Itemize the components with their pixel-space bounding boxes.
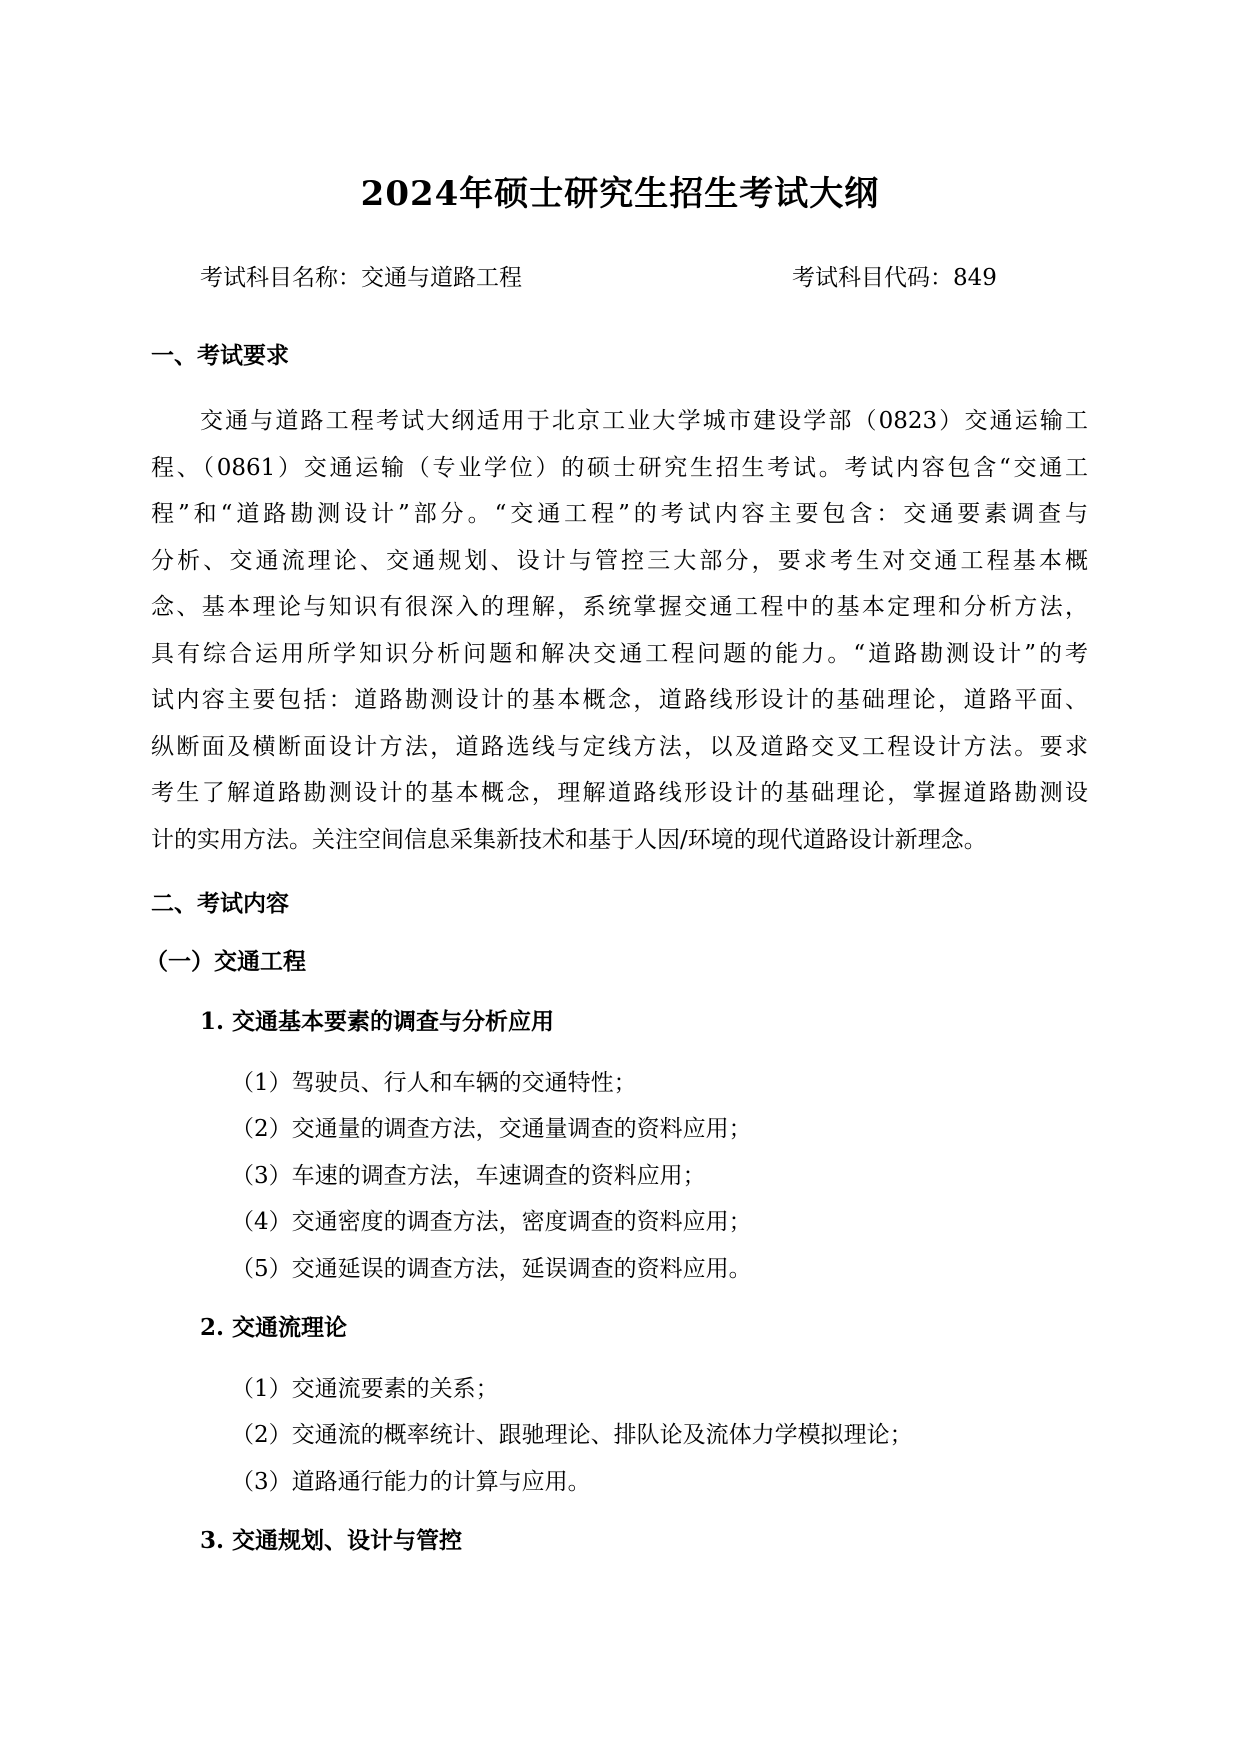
paragraph-line: 纵断面及横断面设计方法，道路选线与定线方法，以及道路交叉工程设计方法。要求: [151, 733, 1088, 760]
part-heading-traffic-engineering: （一）交通工程: [145, 948, 306, 975]
section-heading-requirements: 一、考试要求: [151, 342, 289, 369]
paragraph-line: 计的实用方法。关注空间信息采集新技术和基于人因/环境的现代道路设计新理念。: [151, 826, 987, 853]
list-item: （3）道路通行能力的计算与应用。: [231, 1469, 591, 1495]
paragraph-line: 分析、交通流理论、交通规划、设计与管控三大部分，要求考生对交通工程基本概: [151, 547, 1088, 574]
topic-heading-basic-elements: 1. 交通基本要素的调查与分析应用: [200, 1008, 555, 1035]
topic-heading-traffic-flow: 2. 交通流理论: [200, 1314, 348, 1341]
subject-name: 考试科目名称：交通与道路工程: [200, 265, 522, 291]
paragraph-line: 具有综合运用所学知识分析问题和解决交通工程问题的能力。“道路勘测设计”的考: [151, 640, 1088, 667]
list-item: （5）交通延误的调查方法，延误调查的资料应用。: [231, 1256, 752, 1282]
list-item: （4）交通密度的调查方法，密度调查的资料应用；: [231, 1209, 752, 1235]
list-item: （1）驾驶员、行人和车辆的交通特性；: [231, 1070, 637, 1096]
subject-code: 考试科目代码：849: [792, 265, 997, 291]
list-item: （2）交通量的调查方法，交通量调查的资料应用；: [231, 1116, 752, 1142]
section-heading-content: 二、考试内容: [151, 890, 289, 917]
paragraph-line: 程、（0861）交通运输（专业学位）的硕士研究生招生考试。考试内容包含“交通工: [151, 454, 1088, 481]
document-title: 2024年硕士研究生招生考试大纲: [360, 174, 880, 214]
paragraph-line: 交通与道路工程考试大纲适用于北京工业大学城市建设学部（0823）交通运输工: [200, 408, 1088, 434]
paragraph-line: 考生了解道路勘测设计的基本概念，理解道路线形设计的基础理论，掌握道路勘测设: [151, 780, 1088, 806]
topic-heading-planning-design: 3. 交通规划、设计与管控: [200, 1527, 463, 1554]
list-item: （3）车速的调查方法，车速调查的资料应用；: [231, 1163, 706, 1189]
requirements-paragraph: [151, 398, 1088, 863]
list-item: （2）交通流的概率统计、跟驰理论、排队论及流体力学模拟理论；: [231, 1422, 913, 1448]
paragraph-line: 程”和“道路勘测设计”部分。“交通工程”的考试内容主要包含：交通要素调查与: [151, 501, 1088, 527]
list-item: （1）交通流要素的关系；: [231, 1376, 499, 1402]
paragraph-line: 念、基本理论与知识有很深入的理解，系统掌握交通工程中的基本定理和分析方法，: [151, 594, 1088, 620]
paragraph-line: 试内容主要包括：道路勘测设计的基本概念，道路线形设计的基础理论，道路平面、: [151, 687, 1088, 713]
